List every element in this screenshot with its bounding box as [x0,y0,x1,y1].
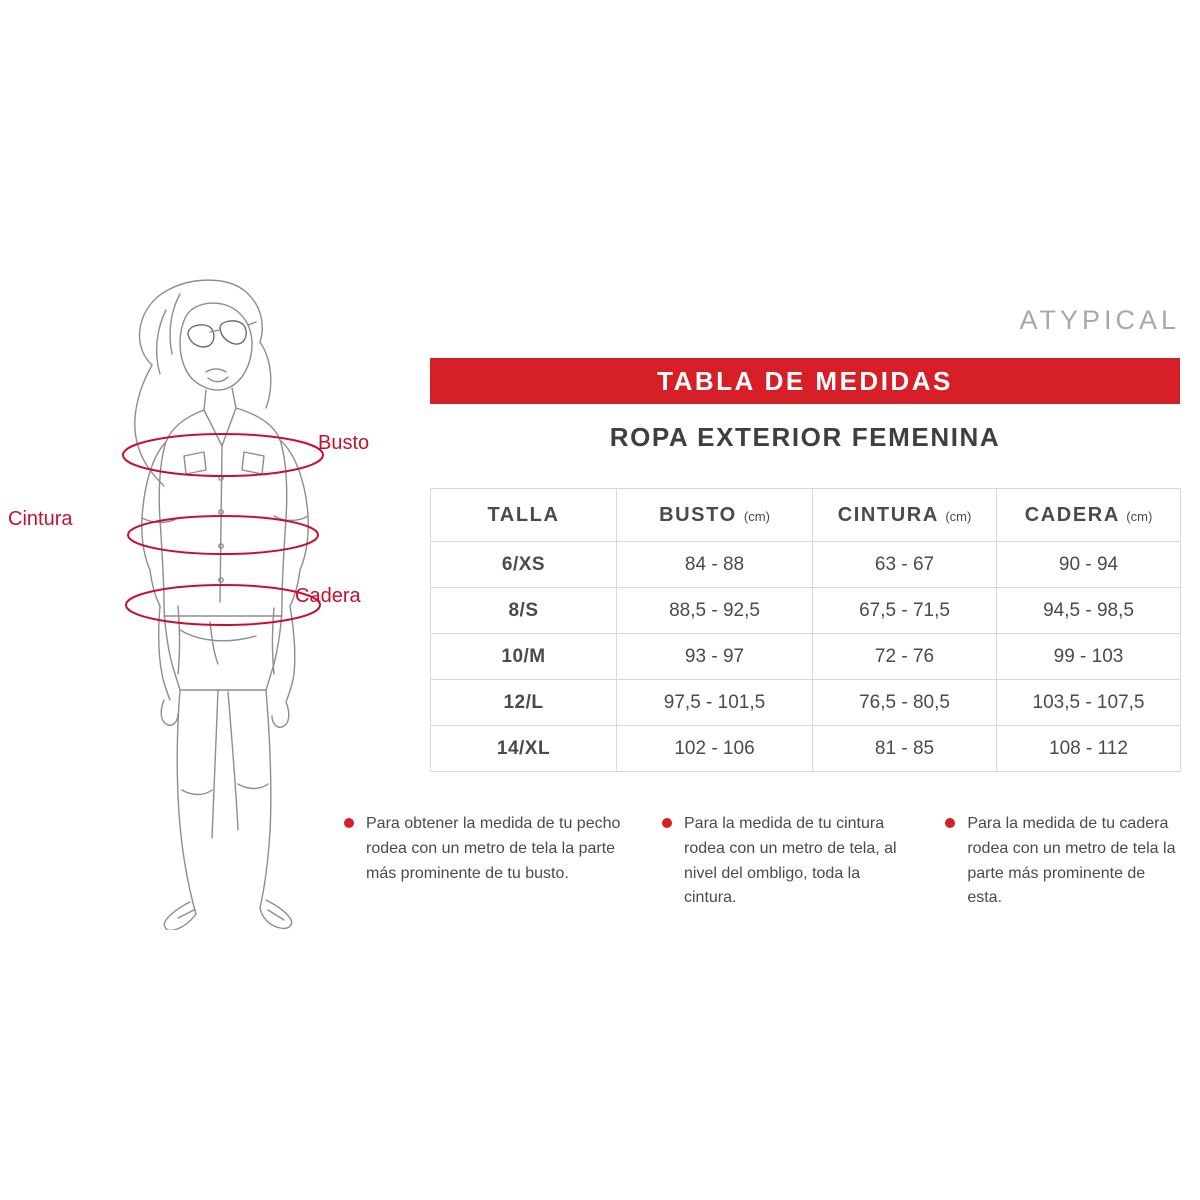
note-text: Para la medida de tu cadera rodea con un metro de tela la parte más prominente de esta. [967,815,1176,907]
size-table [430,488,1181,772]
column-header-talla [431,489,617,542]
column-label: TALLA [487,503,560,526]
chart-title: TABLA DE MEDIDAS [657,365,953,396]
chart-subtitle: ROPA EXTERIOR FEMENINA [609,421,1001,452]
cell-cintura: 63 - 67 [813,542,997,588]
cell-busto: 102 - 106 [617,726,813,772]
cell-cintura: 81 - 85 [813,726,997,772]
cell-cintura: 76,5 - 80,5 [813,680,997,726]
cell-busto: 97,5 - 101,5 [617,680,813,726]
cell-cadera: 108 - 112 [997,726,1181,772]
label-busto: Busto [318,432,370,454]
table-row [431,726,1181,772]
cell-talla: 14/XL [431,726,617,772]
cell-cadera: 103,5 - 107,5 [997,680,1181,726]
chart-title-bar [430,358,1180,404]
cell-talla: 8/S [431,588,617,634]
bullet-icon [945,818,955,828]
note-cadera [945,812,1184,911]
cell-talla: 10/M [431,634,617,680]
column-label: BUSTO [659,503,737,526]
column-unit: (cm) [743,508,770,524]
cell-talla: 12/L [431,680,617,726]
table-row [431,680,1181,726]
cell-cadera: 99 - 103 [997,634,1181,680]
column-unit: (cm) [1126,508,1153,524]
cell-cintura: 67,5 - 71,5 [813,588,997,634]
column-label: CINTURA [837,503,939,526]
table-header-row [431,489,1181,542]
note-text: Para obtener la medida de tu pecho rodea con un metro de tela la parte más prominente de tu busto. [366,815,621,882]
note-text: Para la medida de tu cintura rodea con un metro de tela, al nivel del ombligo, toda la cintura. [684,815,897,907]
column-header-cintura [813,489,997,542]
column-header-busto [617,489,813,542]
cintura-measure-loop [128,516,318,554]
cell-cadera: 94,5 - 98,5 [997,588,1181,634]
cell-talla: 6/XS [431,542,617,588]
note-cintura [662,812,909,911]
label-cintura: Cintura [8,508,73,530]
column-label: CADERA [1024,503,1120,526]
notes-section [344,812,1184,911]
busto-measure-loop [123,434,323,476]
note-busto [344,812,626,911]
cell-busto: 88,5 - 92,5 [617,588,813,634]
brand-wordmark: ATYPICAL [1019,305,1180,335]
label-cadera: Cadera [295,585,361,607]
bullet-icon [662,818,672,828]
cell-cintura: 72 - 76 [813,634,997,680]
cell-busto: 93 - 97 [617,634,813,680]
column-header-cadera [997,489,1181,542]
column-unit: (cm) [945,508,972,524]
table-row [431,634,1181,680]
bullet-icon [344,818,354,828]
cell-busto: 84 - 88 [617,542,813,588]
table-row [431,588,1181,634]
table-row [431,542,1181,588]
cell-cadera: 90 - 94 [997,542,1181,588]
